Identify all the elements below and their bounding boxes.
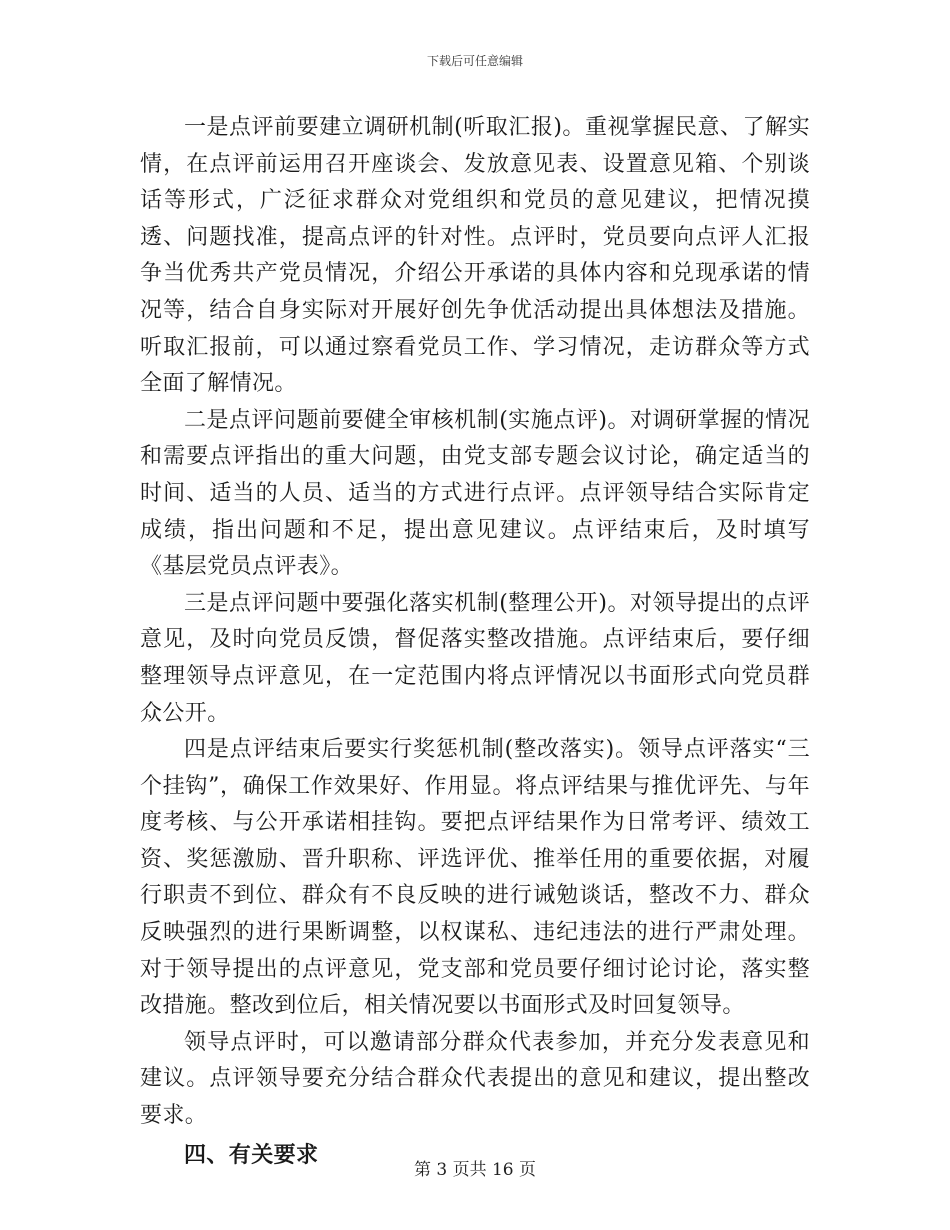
paragraph-reward-mechanism: 四是点评结束后要实行奖惩机制(整改落实)。领导点评落实“三个挂钩”，确保工作效果好、作用显。将点评结果与推优评先、与年度考核、与公开承诺相挂钩。要把点评结果作为日常考评、绩效工资、奖惩激励、晋升职称、评选评优、推举任用的重要依据，对履行职责不到位、群众有不良反映的进行诫勉谈话，整改不力、群众反映强烈的进行果断调整，以权谋私、违纪违法的进行严肃处理。对于领导提出的点评意见，党支部和党员要仔细讨论讨论，落实整改措施。整改到位后，相关情况要以书面形式及时回复领导。: [140, 737, 810, 1019]
paragraph-review-mechanism: 二是点评问题前要健全审核机制(实施点评)。对调研掌握的情况和需要点评指出的重大问题，由党支部专题会议讨论，确定适当的时间、适当的人员、适当的方式进行点评。点评领导结合实际肯定成绩，指出问题和不足，提出意见建议。点评结束后，及时填写《基层党员点评表》。: [140, 407, 810, 580]
page-footer: 第 3 页共 16 页: [413, 1160, 537, 1180]
paragraph-research-mechanism: 一是点评前要建立调研机制(听取汇报)。重视掌握民意、了解实情，在点评前运用召开座谈会、发放意见表、设置意见箱、个别谈话等形式，广泛征求群众对党组织和党员的意见建议，把情况摸透、问题找准，提高点评的针对性。点评时，党员要向点评人汇报争当优秀共产党员情况，介绍公开承诺的具体内容和兑现承诺的情况等，结合自身实际对开展好创先争优活动提出具体想法及措施。听取汇报前，可以通过察看党员工作、学习情况，走访群众等方式全面了解情况。: [140, 115, 810, 397]
document-body: [140, 110, 810, 1173]
page-header: 下载后可任意编辑: [426, 54, 523, 68]
paragraph-public-participation: 领导点评时，可以邀请部分群众代表参加，并充分发表意见和建议。点评领导要充分结合群众代表提出的意见和建议，提出整改要求。: [140, 1029, 810, 1129]
section-heading: 四、有关要求: [184, 1141, 319, 1168]
paragraph-implementation-mechanism: 三是点评问题中要强化落实机制(整理公开)。对领导提出的点评意见，及时向党员反馈，督促落实整改措施。点评结束后，要仔细整理领导点评意见，在一定范围内将点评情况以书面形式向党员群众公开。: [140, 590, 810, 726]
